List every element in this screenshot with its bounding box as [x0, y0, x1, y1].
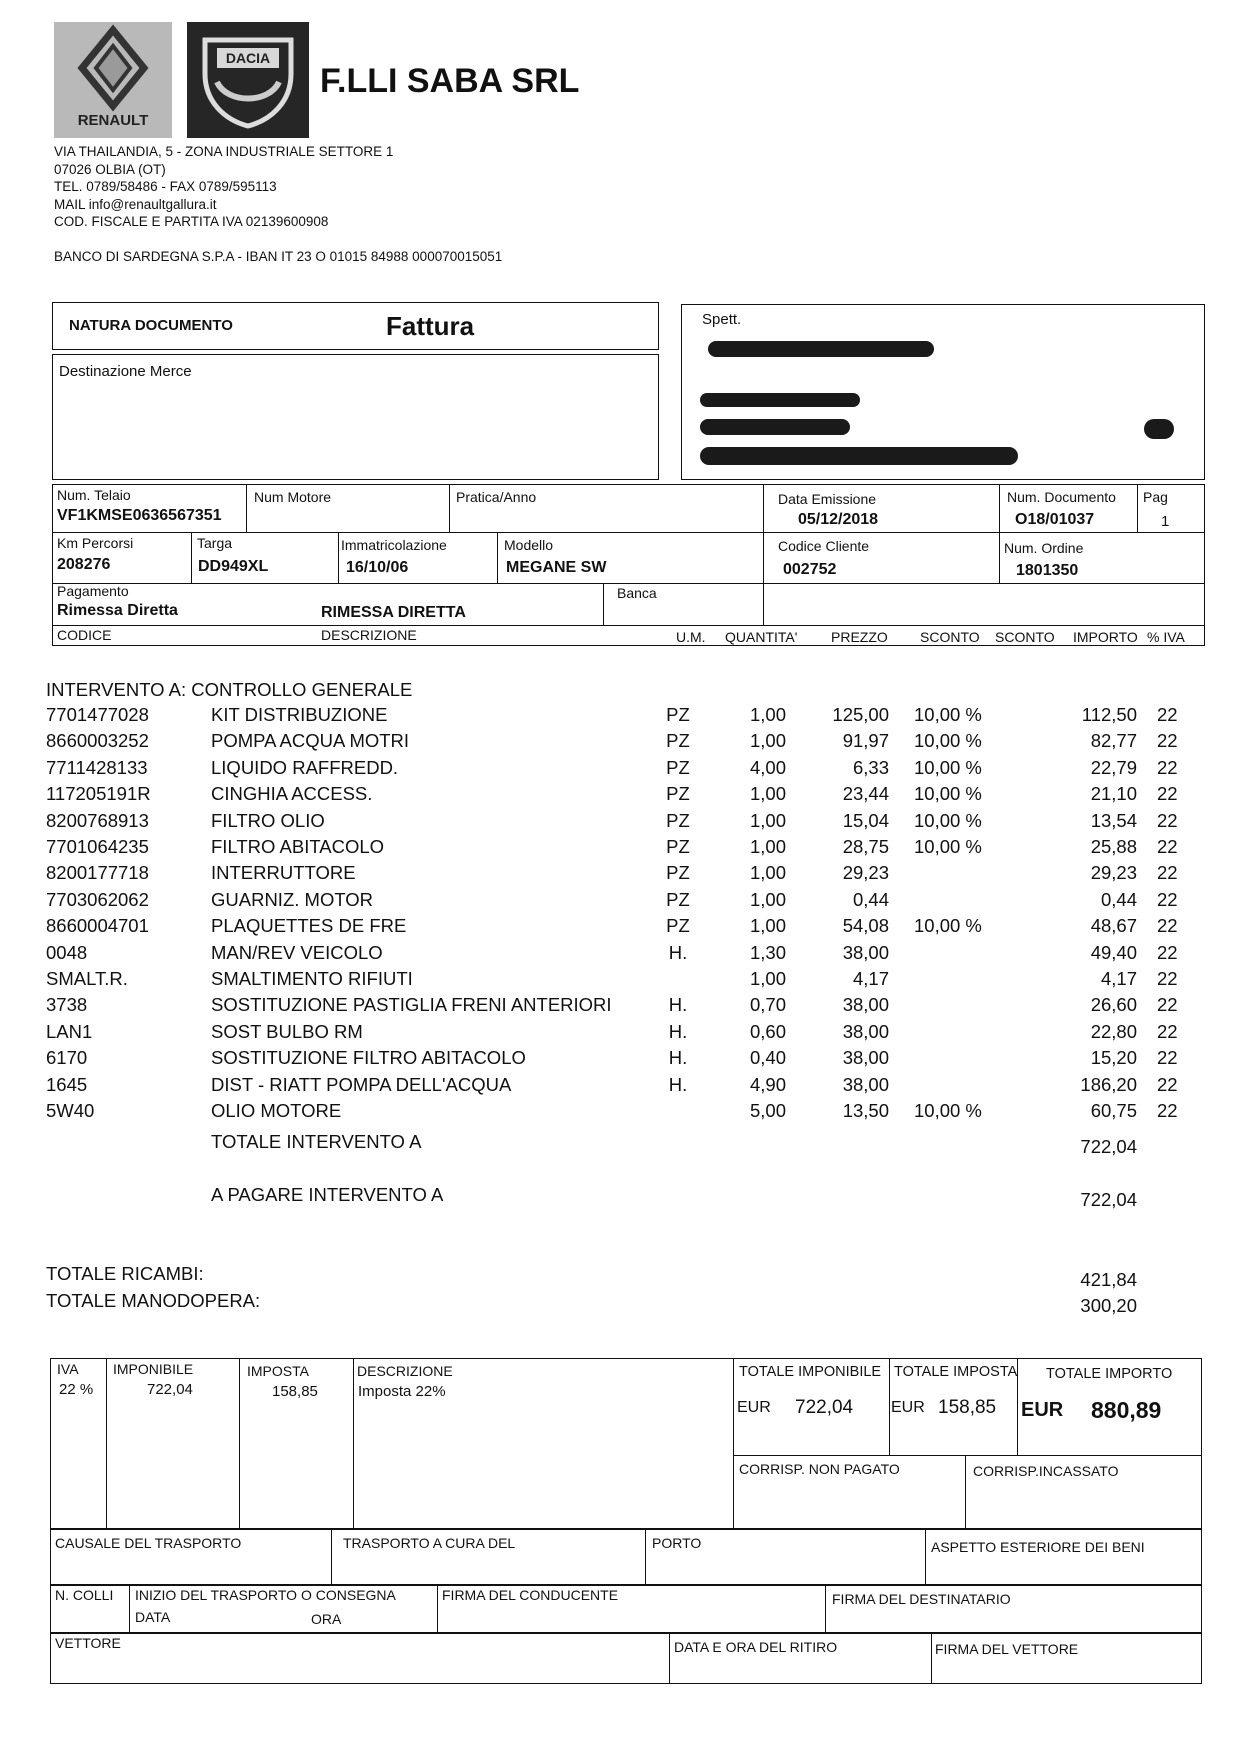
line-item-row — [0, 1100, 1239, 1126]
line-item-qta: 1,00 — [749, 783, 786, 805]
line-item-qta: 0,70 — [749, 994, 786, 1016]
line-item-sconto: 10,00 % — [914, 1100, 982, 1121]
line-item-importo: 21,10 — [1090, 783, 1137, 805]
line-item-importo: 22,79 — [1090, 756, 1137, 778]
vettore-label: VETTORE — [55, 1635, 121, 1651]
line-item-codice: LAN1 — [46, 1020, 93, 1042]
line-item-iva: 22 — [1157, 836, 1178, 857]
line-item-codice: 6170 — [46, 1047, 88, 1069]
line-item-sconto: 10,00 % — [914, 836, 982, 857]
banca-label: Banca — [617, 585, 657, 601]
causale-trasporto-label: CAUSALE DEL TRASPORTO — [55, 1535, 242, 1551]
line-item-um: H. — [668, 1020, 688, 1042]
firma-conducente-label: FIRMA DEL CONDUCENTE — [442, 1587, 619, 1603]
redacted-city — [700, 447, 1018, 465]
descrizione-label: DESCRIZIONE — [357, 1363, 453, 1379]
line-item-iva: 22 — [1157, 783, 1178, 805]
line-item-prezzo: 4,17 — [852, 968, 889, 989]
pag-label: Pag — [1143, 489, 1168, 505]
telaio-label: Num. Telaio — [57, 487, 131, 503]
line-item-iva: 22 — [1157, 730, 1178, 752]
line-item-descrizione: SMALTIMENTO RIFIUTI — [211, 968, 413, 989]
line-item-prezzo: 29,23 — [842, 862, 889, 884]
dacia-logo — [187, 22, 309, 138]
line-item-importo: 15,20 — [1090, 1047, 1137, 1069]
line-item-sconto: 10,00 % — [914, 809, 982, 831]
line-item-qta: 5,00 — [749, 1100, 786, 1121]
tot-importo-currency: EUR — [1021, 1399, 1064, 1421]
line-item-um: PZ — [666, 783, 690, 805]
line-item-importo: 0,44 — [1100, 888, 1137, 910]
line-item-row — [0, 1021, 1239, 1047]
tot-imponibile-value: 722,04 — [795, 1397, 854, 1418]
redacted-name — [708, 341, 934, 357]
tot-imposta-value: 158,85 — [938, 1397, 997, 1418]
line-item-importo: 25,88 — [1090, 836, 1137, 857]
km-label: Km Percorsi — [57, 535, 134, 551]
col-sconto: SCONTO — [920, 629, 980, 645]
line-item-codice: 8200768913 — [46, 809, 149, 831]
ordine-label: Num. Ordine — [1004, 540, 1084, 556]
line-item-qta: 1,00 — [749, 915, 786, 937]
pratica-label: Pratica/Anno — [456, 489, 537, 505]
data-emissione-label: Data Emissione — [778, 491, 877, 507]
dacia-wordmark: DACIA — [217, 48, 279, 68]
line-item-descrizione: POMPA ACQUA MOTRI — [211, 730, 410, 752]
vettore-box — [50, 1632, 1202, 1684]
line-item-qta: 1,30 — [749, 941, 786, 963]
cliente-value: 002752 — [783, 561, 837, 578]
line-item-descrizione: SOSTITUZIONE PASTIGLIA FRENI ANTERIORI — [211, 994, 612, 1016]
line-item-codice: 8200177718 — [46, 862, 149, 884]
natura-value: Fattura — [386, 311, 475, 341]
line-item-iva: 22 — [1157, 704, 1178, 725]
modello-value: MEGANE SW — [506, 559, 607, 576]
line-item-iva: 22 — [1157, 756, 1178, 778]
totale-ricambi-value: 421,84 — [1080, 1269, 1137, 1290]
line-item-prezzo: 54,08 — [842, 915, 889, 937]
line-item-sconto: 10,00 % — [914, 704, 982, 725]
trasporto-a-cura-label: TRASPORTO A CURA DEL — [343, 1535, 516, 1551]
redacted-address — [700, 393, 860, 407]
line-item-qta: 1,00 — [749, 836, 786, 857]
col-sconto: SCONTO — [995, 629, 1055, 645]
cliente-label: Codice Cliente — [778, 538, 870, 554]
totale-ricambi-label: TOTALE RICAMBI: — [46, 1263, 204, 1284]
line-item-row — [0, 862, 1239, 888]
col-iva: % IVA — [1147, 629, 1185, 645]
redacted-province — [1144, 419, 1174, 439]
line-item-sconto: 10,00 % — [914, 730, 982, 752]
data-emissione-value: 05/12/2018 — [798, 511, 879, 528]
line-item-um: PZ — [666, 836, 690, 857]
recipient-box — [681, 304, 1205, 480]
line-item-descrizione: FILTRO ABITACOLO — [211, 836, 385, 857]
destinazione-label: Destinazione Merce — [59, 363, 192, 380]
col-prezzo: PREZZO — [831, 629, 888, 645]
telaio-value: VF1KMSE0636567351 — [57, 507, 222, 524]
line-item-importo: 22,80 — [1090, 1020, 1137, 1042]
tot-imposta-label: TOTALE IMPOSTA — [894, 1364, 1018, 1380]
line-item-row — [0, 704, 1239, 730]
line-item-descrizione: SOSTITUZIONE FILTRO ABITACOLO — [211, 1047, 526, 1069]
line-item-row — [0, 889, 1239, 915]
n-colli-label: N. COLLI — [55, 1587, 114, 1603]
col-quantita: QUANTITA' — [725, 629, 798, 645]
company-address — [54, 143, 393, 231]
line-item-prezzo: 125,00 — [832, 704, 889, 725]
imponibile-value: 722,04 — [147, 1381, 193, 1398]
destinazione-box — [52, 354, 659, 480]
line-item-row — [0, 810, 1239, 836]
imponibile-label: IMPONIBILE — [113, 1361, 194, 1377]
line-item-row — [0, 757, 1239, 783]
tot-importo-label: TOTALE IMPORTO — [1046, 1366, 1173, 1382]
numdoc-label: Num. Documento — [1007, 489, 1116, 505]
line-item-qta: 1,00 — [749, 862, 786, 884]
line-item-descrizione: OLIO MOTORE — [211, 1100, 342, 1121]
line-item-qta: 0,40 — [749, 1047, 786, 1069]
descrizione-value: Imposta 22% — [358, 1383, 446, 1400]
line-item-importo: 60,75 — [1090, 1100, 1137, 1121]
line-item-iva: 22 — [1157, 1047, 1178, 1069]
line-item-prezzo: 0,44 — [852, 888, 889, 910]
line-item-prezzo: 38,00 — [842, 994, 889, 1016]
line-item-prezzo: 38,00 — [842, 1047, 889, 1069]
col-um: U.M. — [676, 629, 706, 645]
pagamento-desc: RIMESSA DIRETTA — [321, 604, 466, 621]
tot-importo-value: 880,89 — [1091, 1397, 1162, 1423]
line-item-qta: 1,00 — [749, 809, 786, 831]
totale-manodopera-value: 300,20 — [1080, 1295, 1137, 1316]
address-line: 07026 OLBIA (OT) — [54, 161, 166, 177]
line-item-um: PZ — [666, 915, 690, 937]
modello-label: Modello — [504, 537, 554, 553]
line-item-iva: 22 — [1157, 1020, 1178, 1042]
line-item-um: PZ — [666, 730, 690, 752]
line-item-descrizione: GUARNIZ. MOTOR — [211, 888, 374, 910]
line-item-prezzo: 38,00 — [842, 941, 889, 963]
inizio-trasporto-label: INIZIO DEL TRASPORTO O CONSEGNA — [135, 1587, 396, 1603]
iva-summary-box — [50, 1358, 1202, 1530]
line-item-sconto: 10,00 % — [914, 756, 982, 778]
corrisp-non-pagato-label: CORRISP. NON PAGATO — [739, 1461, 900, 1477]
imposta-label: IMPOSTA — [247, 1363, 309, 1379]
line-item-um: PZ — [666, 888, 690, 910]
pag-value: 1 — [1161, 513, 1170, 530]
apagare-label: A PAGARE INTERVENTO A — [211, 1184, 444, 1205]
line-item-row — [0, 1047, 1239, 1073]
line-item-qta: 0,60 — [749, 1020, 786, 1042]
totale-intervento-value: 722,04 — [1080, 1136, 1137, 1157]
line-item-codice: 8660004701 — [46, 915, 149, 937]
line-item-descrizione: SOST BULBO RM — [211, 1020, 363, 1042]
corrisp-incassato-label: CORRISP.INCASSATO — [973, 1463, 1119, 1479]
renault-logo — [54, 22, 172, 138]
tot-imposta-currency: EUR — [891, 1399, 925, 1416]
line-item-codice: 8660003252 — [46, 730, 149, 752]
tot-imponibile-currency: EUR — [737, 1399, 771, 1416]
line-item-row — [0, 968, 1239, 994]
company-name: F.LLI SABA SRL — [320, 62, 580, 100]
line-item-um: H. — [668, 941, 688, 963]
line-item-descrizione: KIT DISTRIBUZIONE — [211, 704, 388, 725]
colli-box — [50, 1584, 1202, 1634]
line-item-prezzo: 91,97 — [842, 730, 889, 752]
line-item-row — [0, 994, 1239, 1020]
line-item-row — [0, 1074, 1239, 1100]
line-item-um: H. — [668, 1047, 688, 1069]
firma-destinatario-label: FIRMA DEL DESTINATARIO — [832, 1591, 1011, 1607]
line-item-importo: 186,20 — [1080, 1073, 1137, 1095]
line-item-codice: SMALT.R. — [46, 968, 128, 989]
line-item-row — [0, 836, 1239, 862]
line-item-um: PZ — [666, 862, 690, 884]
ora-label: ORA — [311, 1611, 342, 1627]
line-item-prezzo: 38,00 — [842, 1020, 889, 1042]
bank-info: BANCO DI SARDEGNA S.P.A - IBAN IT 23 O 01015 84988 000070015051 — [54, 249, 503, 264]
line-item-descrizione: DIST - RIATT POMPA DELL'ACQUA — [211, 1073, 512, 1095]
pagamento-label: Pagamento — [57, 583, 129, 599]
targa-label: Targa — [197, 535, 233, 551]
line-item-um: PZ — [666, 704, 690, 725]
line-item-importo: 82,77 — [1090, 730, 1137, 752]
line-item-qta: 1,00 — [749, 704, 786, 725]
address-line: MAIL info@renaultgallura.it — [54, 196, 217, 212]
line-item-importo: 4,17 — [1100, 968, 1137, 989]
numdoc-value: O18/01037 — [1015, 511, 1095, 528]
line-item-sconto: 10,00 % — [914, 915, 982, 937]
line-item-codice: 117205191R — [46, 783, 151, 805]
renault-diamond-icon — [54, 22, 172, 112]
line-item-qta: 1,00 — [749, 888, 786, 910]
imposta-value: 158,85 — [272, 1383, 318, 1400]
spett-label: Spett. — [702, 311, 742, 328]
targa-value: DD949XL — [198, 558, 269, 575]
line-item-qta: 1,00 — [749, 968, 786, 989]
line-item-prezzo: 6,33 — [852, 756, 889, 778]
line-item-descrizione: MAN/REV VEICOLO — [211, 941, 383, 963]
dacia-shield-icon — [187, 22, 309, 138]
line-item-qta: 1,00 — [749, 730, 786, 752]
line-item-iva: 22 — [1157, 968, 1178, 989]
totale-intervento-label: TOTALE INTERVENTO A — [211, 1131, 422, 1152]
col-codice: CODICE — [57, 627, 112, 643]
redacted-address — [700, 419, 850, 435]
km-value: 208276 — [57, 556, 111, 573]
pagamento-value: Rimessa Diretta — [57, 602, 178, 619]
ordine-value: 1801350 — [1016, 562, 1079, 579]
data-ora-ritiro-label: DATA E ORA DEL RITIRO — [674, 1639, 838, 1655]
line-item-importo: 29,23 — [1090, 862, 1137, 884]
line-item-descrizione: CINGHIA ACCESS. — [211, 783, 373, 805]
meta-grid — [52, 484, 1205, 646]
line-item-row — [0, 783, 1239, 809]
line-item-codice: 7701477028 — [46, 704, 149, 725]
immatricolazione-label: Immatricolazione — [341, 537, 447, 553]
totale-manodopera-label: TOTALE MANODOPERA: — [46, 1290, 261, 1311]
line-item-iva: 22 — [1157, 888, 1178, 910]
line-item-descrizione: PLAQUETTES DE FRE — [211, 915, 407, 937]
line-item-prezzo: 28,75 — [842, 836, 889, 857]
line-item-row — [0, 942, 1239, 968]
porto-label: PORTO — [652, 1535, 702, 1551]
line-item-iva: 22 — [1157, 915, 1178, 937]
motore-label: Num Motore — [254, 489, 332, 505]
transport-box — [50, 1528, 1202, 1586]
line-item-codice: 1645 — [46, 1073, 88, 1095]
natura-label: NATURA DOCUMENTO — [69, 317, 233, 334]
line-item-um: H. — [668, 994, 688, 1016]
line-item-importo: 13,54 — [1090, 809, 1137, 831]
firma-vettore-label: FIRMA DEL VETTORE — [935, 1641, 1079, 1657]
line-item-prezzo: 13,50 — [842, 1100, 889, 1121]
line-item-codice: 7711428133 — [46, 756, 148, 778]
line-item-row — [0, 730, 1239, 756]
line-item-importo: 26,60 — [1090, 994, 1137, 1016]
line-item-descrizione: FILTRO OLIO — [211, 809, 325, 831]
line-item-descrizione: LIQUIDO RAFFREDD. — [211, 756, 399, 778]
iva-value: 22 % — [59, 1381, 94, 1398]
line-item-importo: 112,50 — [1081, 704, 1137, 725]
immatricolazione-value: 16/10/06 — [346, 559, 409, 576]
col-importo: IMPORTO — [1073, 629, 1138, 645]
line-item-prezzo: 38,00 — [842, 1073, 889, 1095]
line-item-um: PZ — [666, 809, 690, 831]
address-line: VIA THAILANDIA, 5 - ZONA INDUSTRIALE SETTORE 1 — [54, 144, 394, 159]
line-item-codice: 7703062062 — [46, 888, 149, 910]
aspetto-beni-label: ASPETTO ESTERIORE DEI BENI — [931, 1539, 1145, 1555]
line-item-row — [0, 915, 1239, 941]
apagare-value: 722,04 — [1080, 1189, 1137, 1210]
col-descrizione: DESCRIZIONE — [321, 627, 417, 643]
natura-documento-box — [52, 302, 659, 350]
line-item-codice: 7701064235 — [46, 836, 149, 857]
line-item-descrizione: INTERRUTTORE — [211, 862, 356, 884]
renault-wordmark: RENAULT — [77, 112, 149, 129]
line-item-qta: 4,90 — [749, 1073, 786, 1095]
line-item-prezzo: 15,04 — [842, 809, 889, 831]
line-item-iva: 22 — [1157, 994, 1178, 1016]
line-item-codice: 3738 — [46, 994, 88, 1016]
line-item-um: PZ — [666, 756, 690, 778]
line-item-iva: 22 — [1157, 941, 1178, 963]
line-item-iva: 22 — [1157, 862, 1178, 884]
address-line: TEL. 0789/58486 - FAX 0789/595113 — [54, 179, 277, 194]
line-item-sconto: 10,00 % — [914, 783, 982, 805]
iva-label: IVA — [57, 1361, 79, 1377]
line-item-iva: 22 — [1157, 1073, 1178, 1095]
line-item-codice: 0048 — [46, 941, 88, 963]
line-item-importo: 49,40 — [1090, 941, 1137, 963]
line-item-prezzo: 23,44 — [842, 783, 889, 805]
intervento-title: INTERVENTO A: CONTROLLO GENERALE — [46, 679, 413, 700]
data-label: DATA — [135, 1609, 171, 1625]
address-line: COD. FISCALE E PARTITA IVA 02139600908 — [54, 214, 329, 229]
line-item-qta: 4,00 — [749, 756, 786, 778]
line-item-importo: 48,67 — [1090, 915, 1137, 937]
line-item-iva: 22 — [1157, 809, 1178, 831]
line-item-um: H. — [668, 1073, 688, 1095]
line-item-codice: 5W40 — [46, 1100, 95, 1121]
tot-imponibile-label: TOTALE IMPONIBILE — [739, 1364, 882, 1380]
line-item-iva: 22 — [1157, 1100, 1178, 1121]
